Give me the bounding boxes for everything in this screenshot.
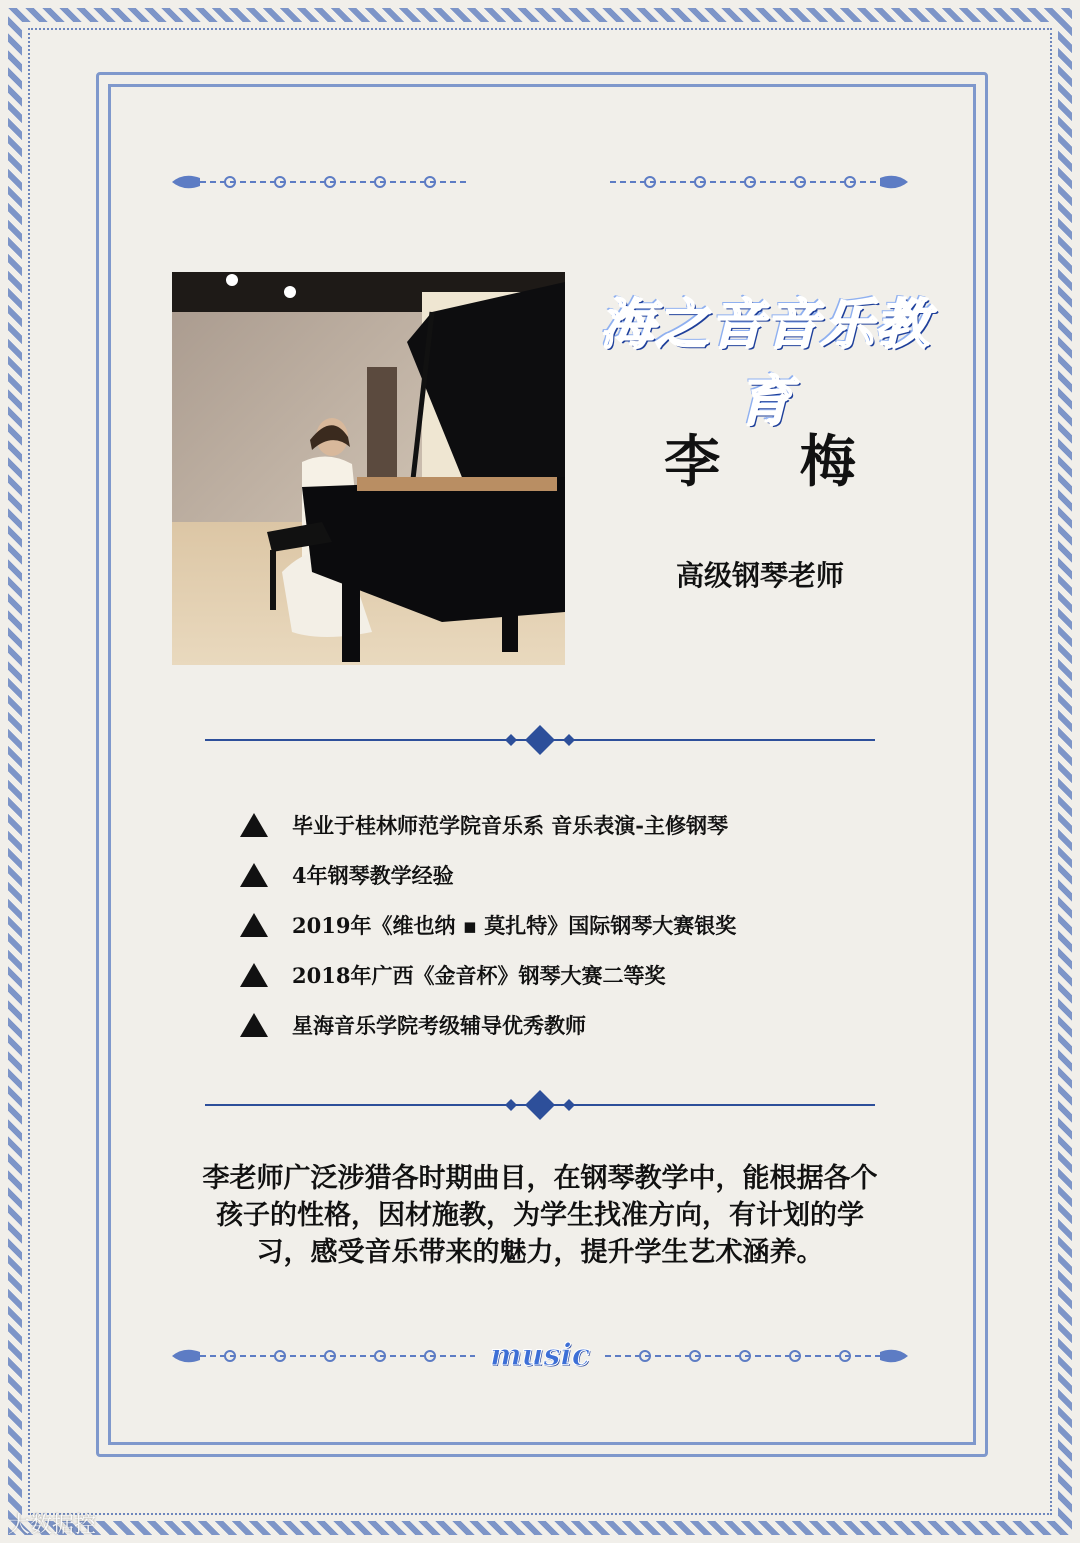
- watermark: 大数据控: [8, 1513, 97, 1538]
- list-item: [240, 800, 860, 850]
- triangle-up-icon: [240, 1013, 268, 1037]
- credential-text: 星海音乐学院考级辅导优秀教师: [292, 1013, 586, 1038]
- music-label: music: [489, 1338, 591, 1373]
- list-item: [240, 950, 860, 1000]
- top-right-ornament-icon: [605, 172, 910, 192]
- piano-illustration-icon: [172, 272, 565, 665]
- credentials-list: [240, 800, 860, 1050]
- triangle-up-icon: [240, 913, 268, 937]
- divider-diamond-icon: [205, 725, 875, 755]
- teacher-name: 李 梅: [664, 429, 886, 495]
- bottom-left-ornament-icon: [170, 1346, 480, 1366]
- list-item: [240, 850, 860, 900]
- credential-text: 2019年《维也纳 ▪ 莫扎特》国际钢琴大赛银奖: [292, 913, 737, 938]
- list-item: [240, 1000, 860, 1050]
- triangle-up-icon: [240, 963, 268, 987]
- pianist-photo: [172, 272, 565, 665]
- credential-text: 2018年广西《金音杯》钢琴大赛二等奖: [292, 963, 666, 988]
- top-left-ornament-icon: [170, 172, 475, 192]
- list-item: [240, 900, 860, 950]
- teacher-title: 高级钢琴老师: [675, 559, 844, 592]
- teacher-description: 李老师广泛涉猎各时期曲目，在钢琴教学中，能根据各个孩子的性格，因材施教，为学生找准方向，有计划的学习，感受音乐带来的魅力，提升学生艺术涵养。: [202, 1163, 878, 1268]
- credential-text: 毕业于桂林师范学院音乐系 音乐表演-主修钢琴: [292, 813, 729, 838]
- triangle-up-icon: [240, 863, 268, 887]
- brand-title: 海之音音乐教育: [600, 292, 930, 433]
- bottom-right-ornament-icon: [600, 1346, 910, 1366]
- triangle-up-icon: [240, 813, 268, 837]
- divider-diamond-icon: [205, 1090, 875, 1120]
- credential-text: 4年钢琴教学经验: [292, 863, 454, 888]
